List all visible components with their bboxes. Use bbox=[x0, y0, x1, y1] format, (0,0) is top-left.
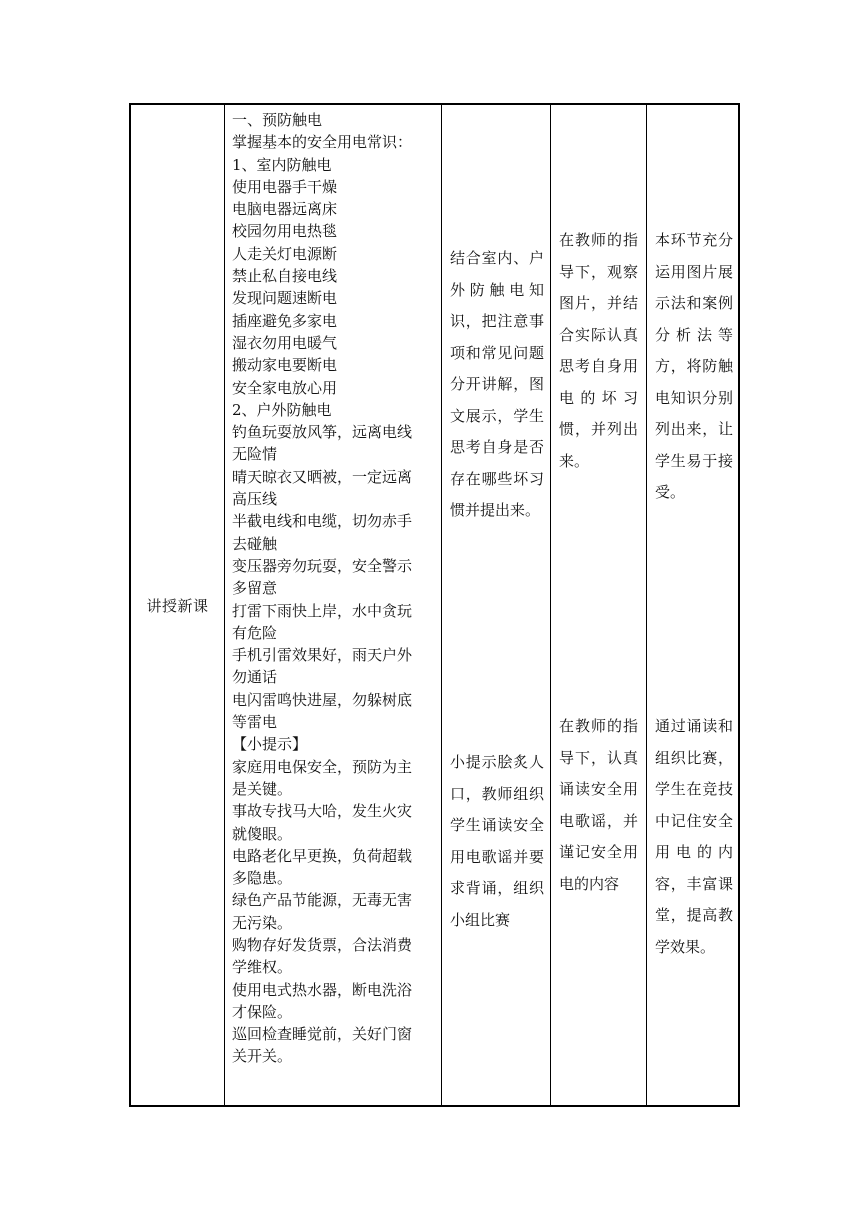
content-line: 绿色产品节能源，无毒无害 bbox=[232, 891, 413, 910]
lesson-table bbox=[129, 103, 740, 1107]
content-line: 就傻眼。 bbox=[232, 824, 293, 843]
content-line: 多留意 bbox=[232, 579, 278, 598]
content-line: 使用电式热水器，断电洗浴 bbox=[232, 980, 413, 999]
content-line: 有危险 bbox=[232, 623, 278, 642]
content-line: 钓鱼玩耍放风筝，远离电线 bbox=[232, 423, 413, 442]
content-line: 关开关。 bbox=[232, 1047, 293, 1066]
student-activity-text: 在教师的指导下，认真诵读安全用电歌谣，并谨记安全用电的内容 bbox=[559, 717, 638, 893]
content-line: 购物存好发货票，合法消费 bbox=[232, 935, 413, 954]
content-line: 才保险。 bbox=[232, 1002, 293, 1021]
content-line: 事故专找马大哈，发生火灾 bbox=[232, 802, 413, 821]
content-line: 使用电器手干燥 bbox=[232, 177, 338, 196]
design-intent-text: 本环节充分运用图片展示法和案例分析法等方，将防触电知识分别列出来，让学生易于接受。 bbox=[655, 231, 733, 501]
content-line: 【小提示】 bbox=[232, 735, 308, 754]
teacher-activity-text: 结合室内、户外防触电知识，把注意事项和常见问题分开讲解，图文展示，学生思考自身是否存在哪些坏习惯并提出来。 bbox=[450, 249, 544, 519]
content-line: 晴天晾衣又晒被，一定远离 bbox=[232, 467, 413, 486]
content-line: 校园勿用电热毯 bbox=[232, 222, 338, 241]
content-line: 多隐患。 bbox=[232, 869, 293, 888]
content-line: 无污染。 bbox=[232, 913, 293, 932]
section-label: 讲授新课 bbox=[146, 596, 209, 615]
teacher-activity-cell bbox=[442, 747, 550, 936]
content-line: 无险情 bbox=[232, 445, 278, 464]
content-line: 学维权。 bbox=[232, 958, 293, 977]
content-line: 是关键。 bbox=[232, 779, 293, 798]
content-line: 一、预防触电 bbox=[232, 111, 323, 129]
design-intent-cell bbox=[647, 225, 739, 509]
content-line: 发现问题速断电 bbox=[232, 289, 338, 308]
content-line: 电闪雷鸣快进屋，勿躲树底 bbox=[232, 690, 413, 709]
content-line: 湿衣勿用电暖气 bbox=[232, 333, 338, 352]
content-line: 高压线 bbox=[232, 490, 278, 509]
teaching-content-cell bbox=[225, 109, 441, 1068]
content-line: 掌握基本的安全用电常识： bbox=[232, 133, 413, 152]
content-line: 电脑电器远离床 bbox=[232, 200, 338, 219]
content-line: 家庭用电保安全，预防为主 bbox=[232, 757, 413, 776]
content-line: 打雷下雨快上岸，水中贪玩 bbox=[232, 601, 413, 620]
content-line: 去碰触 bbox=[232, 534, 278, 553]
content-line: 1、室内防触电 bbox=[232, 155, 332, 174]
content-line: 等雷电 bbox=[232, 713, 278, 732]
student-activity-text: 在教师的指导下，观察图片，并结合实际认真思考自身用电的坏习惯，并列出来。 bbox=[559, 231, 638, 470]
content-line: 电路老化早更换，负荷超载 bbox=[232, 846, 413, 865]
student-activity-cell bbox=[551, 711, 646, 900]
content-line: 插座避免多家电 bbox=[232, 311, 338, 330]
design-intent-text: 通过诵读和组织比赛，学生在竞技中记住安全用电的内容，丰富课堂，提高教学效果。 bbox=[655, 717, 733, 956]
content-line: 变压器旁勿玩耍，安全警示 bbox=[232, 556, 413, 575]
teacher-activity-text: 小提示脍炙人口，教师组织学生诵读安全用电歌谣并要求背诵，组织小组比赛 bbox=[450, 753, 544, 929]
content-line: 人走关灯电源断 bbox=[232, 244, 338, 263]
content-line: 安全家电放心用 bbox=[232, 378, 338, 397]
content-line: 勿通话 bbox=[232, 668, 278, 687]
content-line: 半截电线和电缆，切勿赤手 bbox=[232, 512, 413, 531]
content-line: 搬动家电要断电 bbox=[232, 356, 338, 375]
content-line: 2、户外防触电 bbox=[232, 400, 332, 419]
teacher-activity-cell bbox=[442, 243, 550, 527]
section-label-cell bbox=[131, 105, 224, 1105]
content-line: 禁止私自接电线 bbox=[232, 267, 338, 286]
student-activity-cell bbox=[551, 225, 646, 477]
content-line: 手机引雷效果好，雨天户外 bbox=[232, 646, 413, 665]
content-line: 巡回检查睡觉前，关好门窗 bbox=[232, 1025, 413, 1044]
design-intent-cell bbox=[647, 711, 739, 963]
